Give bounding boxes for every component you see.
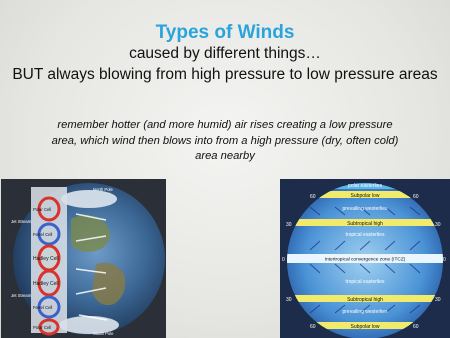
lat-30-ne: 30 <box>435 222 441 228</box>
wind-belts-figure <box>280 179 450 338</box>
label-itcz: Intertropical convergence zone (ITCZ) <box>324 257 406 263</box>
label-subtropical-high-s: Subtropical high <box>347 297 383 303</box>
label-hadley-cell-south: Hadley Cell <box>33 281 59 287</box>
label-jet-stream: Jet Stream <box>11 219 32 224</box>
label-subpolar-low-s: Subpolar low <box>350 324 380 330</box>
wind-belts-svg <box>280 179 450 338</box>
lat-60-ne: 60 <box>413 194 419 200</box>
label-north-pole: North Pole <box>93 187 113 192</box>
lat-60-nw: 60 <box>310 194 316 200</box>
label-subtropical-high-n: Subtropical high <box>347 221 383 227</box>
label-south-pole: South Pole <box>93 331 114 336</box>
slide-subtitle: caused by different things… <box>129 45 321 62</box>
lat-60-se: 60 <box>413 324 419 330</box>
label-polar-easterlies: polar easterlies <box>348 183 382 189</box>
label-tropical-easterlies-s: tropical easterlies <box>345 279 385 285</box>
label-tropical-easterlies-n: tropical easterlies <box>345 232 385 238</box>
slide-main-point: BUT always blowing from high pressure to low pressure areas <box>12 66 438 83</box>
label-subpolar-low-n: Subpolar low <box>350 193 380 199</box>
label-polar-cell: Polar Cell <box>33 207 52 212</box>
label-ferrel-cell: Ferrel Cell <box>33 232 53 237</box>
atmospheric-cells-figure <box>1 179 166 338</box>
label-jet-stream-south: Jet Stream <box>11 293 32 298</box>
lat-0-w: 0 <box>282 257 285 263</box>
lat-30-se: 30 <box>435 297 441 303</box>
lat-0-e: 0 <box>443 257 446 263</box>
lat-60-sw: 60 <box>310 324 316 330</box>
label-prevailing-westerlies-n: prevailing westerlies <box>342 206 388 212</box>
label-ferrel-cell-south: Ferrel Cell <box>33 305 53 310</box>
lat-30-sw: 30 <box>286 297 292 303</box>
lat-30-nw: 30 <box>286 222 292 228</box>
label-polar-cell-south: Polar Cell <box>33 325 52 330</box>
label-hadley-cell: Hadley Cell <box>33 256 59 262</box>
label-prevailing-westerlies-s: prevailing westerlies <box>342 309 388 315</box>
slide-note: remember hotter (and more humid) air rises creating a low pressure area, which wind then blows into from a high pressure (dry, often cold) area nearby <box>51 119 399 162</box>
slide-title: Types of Winds <box>155 22 295 43</box>
globe-svg <box>1 179 166 338</box>
